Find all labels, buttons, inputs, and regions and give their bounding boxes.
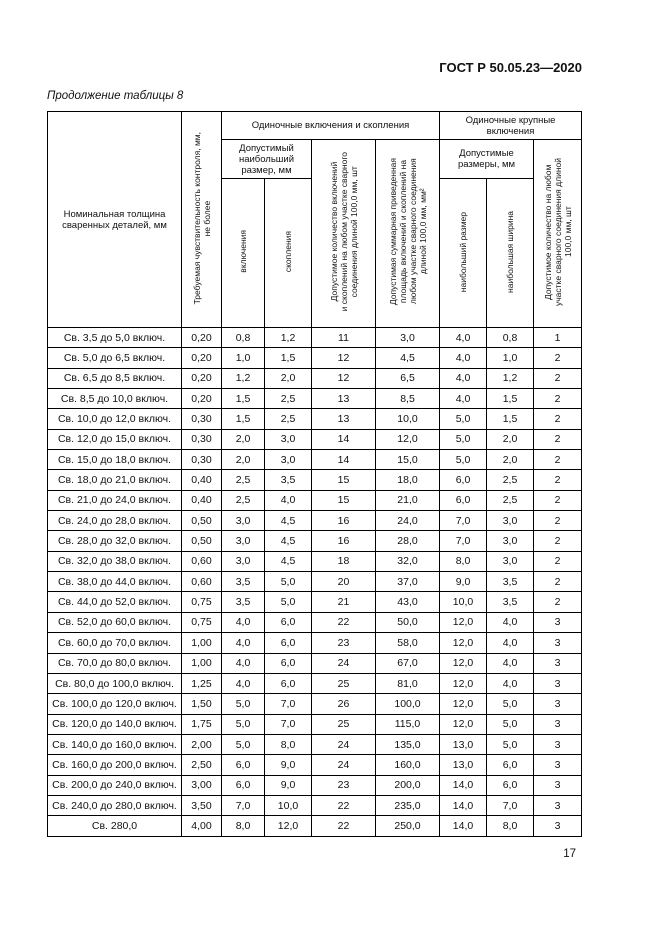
thickness-cell: Св. 15,0 до 18,0 включ. <box>48 450 182 470</box>
area-cell: 21,0 <box>376 490 440 510</box>
count-cell: 15 <box>312 490 376 510</box>
header-count: Допустимое количество включений и скоплений на любом участке сварного соединения длиной 100,0 мм, шт <box>312 140 376 328</box>
thickness-cell: Св. 60,0 до 70,0 включ. <box>48 633 182 653</box>
large-width-cell: 6,0 <box>487 775 534 795</box>
count-cell: 25 <box>312 714 376 734</box>
large-size-cell: 14,0 <box>440 795 487 815</box>
cluster-size-cell: 3,0 <box>265 450 312 470</box>
header-large-inclusions-group: Одиночные крупные включения <box>440 112 582 140</box>
inclusion-size-cell: 4,0 <box>222 633 265 653</box>
large-width-cell: 5,0 <box>487 714 534 734</box>
table-row <box>48 470 582 490</box>
sensitivity-cell: 0,60 <box>182 551 222 571</box>
large-count-cell: 3 <box>534 694 582 714</box>
large-size-cell: 4,0 <box>440 368 487 388</box>
large-count-cell: 3 <box>534 653 582 673</box>
count-cell: 16 <box>312 511 376 531</box>
large-width-cell: 8,0 <box>487 816 534 836</box>
inclusion-size-cell: 6,0 <box>222 755 265 775</box>
sensitivity-cell: 0,75 <box>182 592 222 612</box>
inclusion-size-cell: 1,2 <box>222 368 265 388</box>
large-count-cell: 3 <box>534 816 582 836</box>
count-cell: 23 <box>312 633 376 653</box>
inclusion-size-cell: 2,0 <box>222 450 265 470</box>
header-clusters: скопления <box>265 179 312 328</box>
sensitivity-cell: 0,40 <box>182 490 222 510</box>
thickness-cell: Св. 200,0 до 240,0 включ. <box>48 775 182 795</box>
large-size-cell: 6,0 <box>440 490 487 510</box>
thickness-cell: Св. 100,0 до 120,0 включ. <box>48 694 182 714</box>
thickness-cell: Св. 21,0 до 24,0 включ. <box>48 490 182 510</box>
table-row <box>48 572 582 592</box>
large-size-cell: 10,0 <box>440 592 487 612</box>
large-size-cell: 12,0 <box>440 694 487 714</box>
count-cell: 13 <box>312 409 376 429</box>
large-size-cell: 8,0 <box>440 551 487 571</box>
cluster-size-cell: 8,0 <box>265 734 312 754</box>
large-count-cell: 2 <box>534 490 582 510</box>
header-large-count: Допустимое количество на любом участке сварного соединения длиной 100,0 мм, шт <box>534 140 582 328</box>
cluster-size-cell: 7,0 <box>265 694 312 714</box>
large-width-cell: 2,5 <box>487 470 534 490</box>
large-count-cell: 2 <box>534 592 582 612</box>
count-cell: 26 <box>312 694 376 714</box>
header-large-sizes: Допустимые размеры, мм <box>440 140 534 179</box>
table-row <box>48 511 582 531</box>
inclusion-size-cell: 0,8 <box>222 328 265 348</box>
header-single-inclusions-group: Одиночные включения и скопления <box>222 112 440 140</box>
cluster-size-cell: 9,0 <box>265 775 312 795</box>
inclusion-size-cell: 7,0 <box>222 795 265 815</box>
header-largest-size: наибольший размер <box>440 179 487 328</box>
area-cell: 32,0 <box>376 551 440 571</box>
large-width-cell: 7,0 <box>487 795 534 815</box>
inclusion-size-cell: 4,0 <box>222 612 265 632</box>
large-count-cell: 3 <box>534 633 582 653</box>
sensitivity-cell: 0,30 <box>182 450 222 470</box>
cluster-size-cell: 5,0 <box>265 592 312 612</box>
large-width-cell: 2,0 <box>487 450 534 470</box>
inclusion-size-cell: 4,0 <box>222 673 265 693</box>
page-number: 17 <box>563 848 576 860</box>
large-count-cell: 2 <box>534 368 582 388</box>
count-cell: 11 <box>312 328 376 348</box>
thickness-cell: Св. 160,0 до 200,0 включ. <box>48 755 182 775</box>
large-size-cell: 5,0 <box>440 409 487 429</box>
large-size-cell: 12,0 <box>440 653 487 673</box>
large-size-cell: 12,0 <box>440 633 487 653</box>
large-size-cell: 6,0 <box>440 470 487 490</box>
large-count-cell: 3 <box>534 673 582 693</box>
area-cell: 18,0 <box>376 470 440 490</box>
large-count-cell: 3 <box>534 612 582 632</box>
sensitivity-cell: 0,30 <box>182 429 222 449</box>
thickness-cell: Св. 3,5 до 5,0 включ. <box>48 328 182 348</box>
sensitivity-cell: 0,20 <box>182 328 222 348</box>
large-width-cell: 0,8 <box>487 328 534 348</box>
thickness-cell: Св. 280,0 <box>48 816 182 836</box>
area-cell: 200,0 <box>376 775 440 795</box>
inclusion-size-cell: 2,5 <box>222 470 265 490</box>
thickness-cell: Св. 5,0 до 6,5 включ. <box>48 348 182 368</box>
table-row <box>48 816 582 836</box>
area-cell: 235,0 <box>376 795 440 815</box>
large-count-cell: 3 <box>534 795 582 815</box>
inclusion-size-cell: 4,0 <box>222 653 265 673</box>
large-width-cell: 4,0 <box>487 633 534 653</box>
count-cell: 24 <box>312 653 376 673</box>
count-cell: 14 <box>312 450 376 470</box>
large-size-cell: 7,0 <box>440 531 487 551</box>
inclusion-size-cell: 3,0 <box>222 511 265 531</box>
area-cell: 28,0 <box>376 531 440 551</box>
sensitivity-cell: 0,20 <box>182 368 222 388</box>
table-row <box>48 612 582 632</box>
thickness-cell: Св. 10,0 до 12,0 включ. <box>48 409 182 429</box>
cluster-size-cell: 4,5 <box>265 511 312 531</box>
count-cell: 15 <box>312 470 376 490</box>
inclusion-size-cell: 2,0 <box>222 429 265 449</box>
standard-code: ГОСТ Р 50.05.23—2020 <box>439 60 582 75</box>
large-width-cell: 2,5 <box>487 490 534 510</box>
inclusion-size-cell: 5,0 <box>222 734 265 754</box>
count-cell: 22 <box>312 816 376 836</box>
large-count-cell: 2 <box>534 572 582 592</box>
inclusion-size-cell: 3,5 <box>222 572 265 592</box>
area-cell: 10,0 <box>376 409 440 429</box>
area-cell: 4,5 <box>376 348 440 368</box>
area-cell: 135,0 <box>376 734 440 754</box>
inclusion-size-cell: 5,0 <box>222 714 265 734</box>
large-width-cell: 5,0 <box>487 694 534 714</box>
large-width-cell: 3,0 <box>487 531 534 551</box>
area-cell: 160,0 <box>376 755 440 775</box>
count-cell: 21 <box>312 592 376 612</box>
sensitivity-cell: 4,00 <box>182 816 222 836</box>
thickness-cell: Св. 240,0 до 280,0 включ. <box>48 795 182 815</box>
area-cell: 24,0 <box>376 511 440 531</box>
large-count-cell: 2 <box>534 551 582 571</box>
area-cell: 6,5 <box>376 368 440 388</box>
large-count-cell: 2 <box>534 450 582 470</box>
count-cell: 12 <box>312 368 376 388</box>
table-row <box>48 531 582 551</box>
count-cell: 20 <box>312 572 376 592</box>
area-cell: 100,0 <box>376 694 440 714</box>
table-body <box>48 328 582 837</box>
large-size-cell: 7,0 <box>440 511 487 531</box>
sensitivity-cell: 1,50 <box>182 694 222 714</box>
table-row <box>48 653 582 673</box>
table-row <box>48 368 582 388</box>
thickness-cell: Св. 70,0 до 80,0 включ. <box>48 653 182 673</box>
count-cell: 18 <box>312 551 376 571</box>
large-count-cell: 3 <box>534 714 582 734</box>
cluster-size-cell: 4,5 <box>265 551 312 571</box>
thickness-cell: Св. 80,0 до 100,0 включ. <box>48 673 182 693</box>
sensitivity-cell: 0,60 <box>182 572 222 592</box>
thickness-cell: Св. 32,0 до 38,0 включ. <box>48 551 182 571</box>
area-cell: 3,0 <box>376 328 440 348</box>
cluster-size-cell: 2,0 <box>265 368 312 388</box>
large-count-cell: 2 <box>534 511 582 531</box>
area-cell: 81,0 <box>376 673 440 693</box>
thickness-cell: Св. 6,5 до 8,5 включ. <box>48 368 182 388</box>
area-cell: 43,0 <box>376 592 440 612</box>
area-cell: 12,0 <box>376 429 440 449</box>
sensitivity-cell: 3,00 <box>182 775 222 795</box>
inclusion-size-cell: 1,5 <box>222 389 265 409</box>
table-row <box>48 429 582 449</box>
inclusion-size-cell: 3,5 <box>222 592 265 612</box>
large-count-cell: 3 <box>534 775 582 795</box>
table-row <box>48 328 582 348</box>
large-size-cell: 5,0 <box>440 429 487 449</box>
table-row <box>48 450 582 470</box>
count-cell: 14 <box>312 429 376 449</box>
large-size-cell: 9,0 <box>440 572 487 592</box>
large-width-cell: 3,0 <box>487 551 534 571</box>
header-largest-width: наибольшая ширина <box>487 179 534 328</box>
sensitivity-cell: 1,00 <box>182 653 222 673</box>
cluster-size-cell: 5,0 <box>265 572 312 592</box>
table-row <box>48 551 582 571</box>
cluster-size-cell: 4,0 <box>265 490 312 510</box>
large-size-cell: 5,0 <box>440 450 487 470</box>
cluster-size-cell: 6,0 <box>265 653 312 673</box>
large-count-cell: 2 <box>534 409 582 429</box>
large-count-cell: 2 <box>534 470 582 490</box>
cluster-size-cell: 12,0 <box>265 816 312 836</box>
cluster-size-cell: 9,0 <box>265 755 312 775</box>
thickness-cell: Св. 18,0 до 21,0 включ. <box>48 470 182 490</box>
table-row <box>48 734 582 754</box>
thickness-cell: Св. 28,0 до 32,0 включ. <box>48 531 182 551</box>
large-width-cell: 5,0 <box>487 734 534 754</box>
cluster-size-cell: 1,5 <box>265 348 312 368</box>
header-max-size: Допустимый наибольший размер, мм <box>222 140 312 179</box>
cluster-size-cell: 2,5 <box>265 389 312 409</box>
large-count-cell: 1 <box>534 328 582 348</box>
large-width-cell: 1,0 <box>487 348 534 368</box>
large-width-cell: 4,0 <box>487 653 534 673</box>
large-count-cell: 2 <box>534 348 582 368</box>
sensitivity-cell: 0,30 <box>182 409 222 429</box>
table-row <box>48 755 582 775</box>
inclusion-size-cell: 1,0 <box>222 348 265 368</box>
sensitivity-cell: 2,00 <box>182 734 222 754</box>
inclusion-size-cell: 5,0 <box>222 694 265 714</box>
large-width-cell: 3,5 <box>487 592 534 612</box>
inclusion-size-cell: 1,5 <box>222 409 265 429</box>
table-row <box>48 490 582 510</box>
large-size-cell: 12,0 <box>440 673 487 693</box>
large-count-cell: 2 <box>534 531 582 551</box>
thickness-cell: Св. 24,0 до 28,0 включ. <box>48 511 182 531</box>
header-thickness: Номинальная толщина сваренных деталей, мм <box>48 112 182 328</box>
sensitivity-cell: 0,20 <box>182 389 222 409</box>
count-cell: 12 <box>312 348 376 368</box>
table-row <box>48 633 582 653</box>
cluster-size-cell: 3,0 <box>265 429 312 449</box>
cluster-size-cell: 2,5 <box>265 409 312 429</box>
sensitivity-cell: 3,50 <box>182 795 222 815</box>
large-size-cell: 4,0 <box>440 389 487 409</box>
thickness-cell: Св. 44,0 до 52,0 включ. <box>48 592 182 612</box>
table-row <box>48 714 582 734</box>
table-row <box>48 775 582 795</box>
count-cell: 13 <box>312 389 376 409</box>
large-width-cell: 2,0 <box>487 429 534 449</box>
large-width-cell: 4,0 <box>487 612 534 632</box>
table-row <box>48 389 582 409</box>
area-cell: 37,0 <box>376 572 440 592</box>
thickness-cell: Св. 120,0 до 140,0 включ. <box>48 714 182 734</box>
large-count-cell: 3 <box>534 734 582 754</box>
sensitivity-cell: 0,20 <box>182 348 222 368</box>
large-count-cell: 2 <box>534 389 582 409</box>
header-total-area: Допустимая суммарная приведенная площадь включений и скоплений на любом участке сварного соединения длиной 100,0 мм, мм² <box>376 140 440 328</box>
cluster-size-cell: 3,5 <box>265 470 312 490</box>
large-size-cell: 4,0 <box>440 348 487 368</box>
table-row <box>48 694 582 714</box>
weld-defects-table <box>47 111 582 837</box>
cluster-size-cell: 1,2 <box>265 328 312 348</box>
large-size-cell: 14,0 <box>440 775 487 795</box>
sensitivity-cell: 0,75 <box>182 612 222 632</box>
area-cell: 115,0 <box>376 714 440 734</box>
table-caption: Продолжение таблицы 8 <box>47 90 184 102</box>
sensitivity-cell: 1,75 <box>182 714 222 734</box>
large-size-cell: 13,0 <box>440 734 487 754</box>
table-row <box>48 673 582 693</box>
inclusion-size-cell: 3,0 <box>222 531 265 551</box>
inclusion-size-cell: 6,0 <box>222 775 265 795</box>
thickness-cell: Св. 52,0 до 60,0 включ. <box>48 612 182 632</box>
large-size-cell: 4,0 <box>440 328 487 348</box>
sensitivity-cell: 0,50 <box>182 531 222 551</box>
cluster-size-cell: 10,0 <box>265 795 312 815</box>
large-width-cell: 1,5 <box>487 409 534 429</box>
sensitivity-cell: 1,00 <box>182 633 222 653</box>
header-inclusions: включения <box>222 179 265 328</box>
table-row <box>48 592 582 612</box>
area-cell: 250,0 <box>376 816 440 836</box>
large-count-cell: 3 <box>534 755 582 775</box>
area-cell: 8,5 <box>376 389 440 409</box>
header-sensitivity: Требуемая чувствительность контроля, мм, не более <box>182 112 222 328</box>
cluster-size-cell: 6,0 <box>265 673 312 693</box>
inclusion-size-cell: 3,0 <box>222 551 265 571</box>
area-cell: 58,0 <box>376 633 440 653</box>
count-cell: 16 <box>312 531 376 551</box>
area-cell: 50,0 <box>376 612 440 632</box>
inclusion-size-cell: 8,0 <box>222 816 265 836</box>
area-cell: 15,0 <box>376 450 440 470</box>
large-size-cell: 13,0 <box>440 755 487 775</box>
sensitivity-cell: 1,25 <box>182 673 222 693</box>
large-size-cell: 12,0 <box>440 612 487 632</box>
cluster-size-cell: 6,0 <box>265 612 312 632</box>
thickness-cell: Св. 140,0 до 160,0 включ. <box>48 734 182 754</box>
cluster-size-cell: 6,0 <box>265 633 312 653</box>
large-width-cell: 3,5 <box>487 572 534 592</box>
table-row <box>48 795 582 815</box>
area-cell: 67,0 <box>376 653 440 673</box>
thickness-cell: Св. 38,0 до 44,0 включ. <box>48 572 182 592</box>
table-row <box>48 409 582 429</box>
sensitivity-cell: 0,50 <box>182 511 222 531</box>
sensitivity-cell: 2,50 <box>182 755 222 775</box>
thickness-cell: Св. 8,5 до 10,0 включ. <box>48 389 182 409</box>
count-cell: 24 <box>312 755 376 775</box>
large-width-cell: 1,5 <box>487 389 534 409</box>
large-width-cell: 3,0 <box>487 511 534 531</box>
count-cell: 22 <box>312 795 376 815</box>
cluster-size-cell: 7,0 <box>265 714 312 734</box>
thickness-cell: Св. 12,0 до 15,0 включ. <box>48 429 182 449</box>
large-count-cell: 2 <box>534 429 582 449</box>
large-width-cell: 6,0 <box>487 755 534 775</box>
cluster-size-cell: 4,5 <box>265 531 312 551</box>
large-width-cell: 4,0 <box>487 673 534 693</box>
inclusion-size-cell: 2,5 <box>222 490 265 510</box>
large-size-cell: 14,0 <box>440 816 487 836</box>
count-cell: 25 <box>312 673 376 693</box>
large-width-cell: 1,2 <box>487 368 534 388</box>
table-row <box>48 348 582 368</box>
count-cell: 24 <box>312 734 376 754</box>
count-cell: 23 <box>312 775 376 795</box>
large-size-cell: 12,0 <box>440 714 487 734</box>
count-cell: 22 <box>312 612 376 632</box>
sensitivity-cell: 0,40 <box>182 470 222 490</box>
